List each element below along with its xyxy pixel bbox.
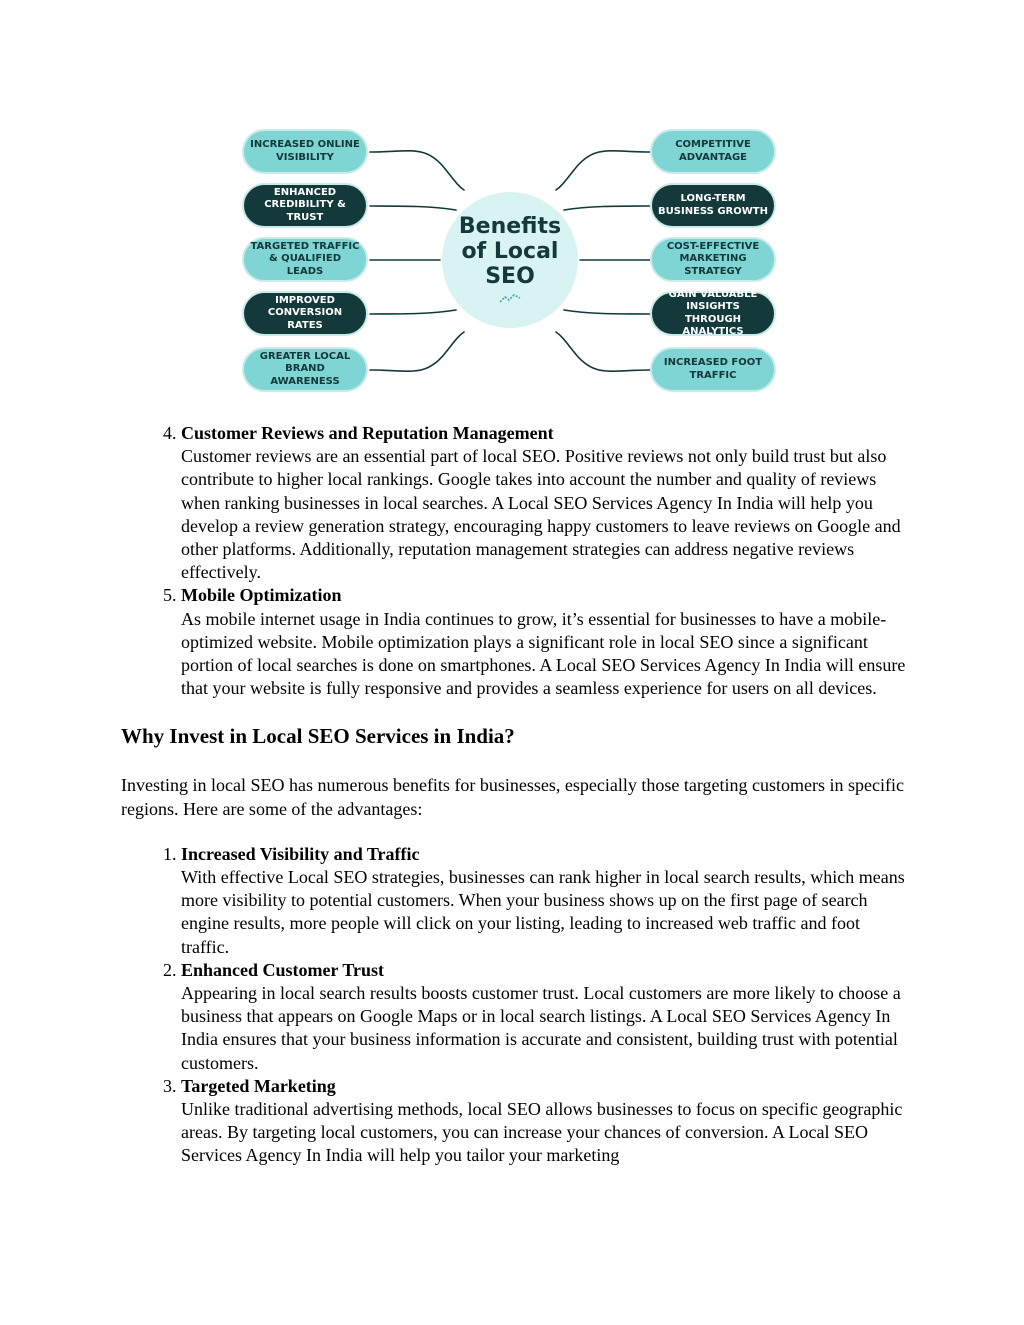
list-item-title: 2. Enhanced Customer Trust [181, 959, 385, 980]
list-item-title: 1. Increased Visibility and Traffic [181, 843, 420, 864]
list-item-title: 5. Mobile Optimization [181, 585, 342, 606]
list-item [181, 422, 911, 584]
advantages-list [121, 843, 911, 1168]
benefit-right-3: COST-EFFECTIVE MARKETING STRATEGY [650, 237, 776, 282]
connector-right-5 [556, 332, 650, 371]
connector-right-1 [556, 151, 650, 190]
list-item-body: Unlike traditional advertising methods, local SEO allows businesses to focus on specific geographic areas. By targeting local customers, you can increase your chances of conversion. A Local SEO Services Agency In India will help you tailor your marketing [181, 1099, 903, 1166]
benefit-right-2: LONG-TERM BUSINESS GROWTH [650, 183, 776, 228]
connector-left-4 [370, 310, 456, 314]
document-body [121, 422, 911, 1168]
connector-left-1 [370, 151, 464, 190]
benefits-diagram [236, 122, 784, 400]
connector-left-2 [370, 206, 456, 210]
benefit-left-3: TARGETED TRAFFIC & QUALIFIED LEADS [242, 237, 368, 282]
list-item-body: As mobile internet usage in India continues to grow, it’s essential for businesses to have a mobile-optimized website. Mobile optimization plays a significant role in local SEO since a significant portion of local searches is done on smartphones. A Local SEO Services Agency In India will ensure that your website is fully responsive and provides a seamless experience for users on all devices. [181, 608, 906, 699]
section-intro: Investing in local SEO has numerous benefits for businesses, especially those targeting customers in specific regions. Here are some of the advantages: [121, 775, 904, 819]
benefits-list-continued [121, 422, 911, 700]
diagram-center [442, 192, 578, 328]
list-item-body: Appearing in local search results boosts customer trust. Local customers are more likely to choose a business that appears on Google Maps or in local search listings. A Local SEO Services Agency In India ensures that your business information is accurate and consistent, building trust with potential customers. [181, 983, 901, 1073]
list-item-body: With effective Local SEO strategies, businesses can rank higher in local search results, which means more visibility to potential customers. When your business shows up on the first page of search engine results, more people will click on your listing, leading to increased web traffic and foot traffic. [181, 867, 905, 957]
list-item [181, 584, 911, 700]
list-item-title: 3. Targeted Marketing [181, 1075, 336, 1096]
trend-line-icon [499, 291, 521, 307]
diagram-title: Benefits of Local SEO [458, 213, 562, 289]
connector-right-2 [564, 206, 650, 210]
benefit-right-5: INCREASED FOOT TRAFFIC [650, 347, 776, 392]
connector-left-5 [370, 332, 464, 371]
list-item-body: Customer reviews are an essential part of local SEO. Positive reviews not only build trust but also contribute to higher local rankings. Google takes into account the number and quality of reviews when ranking businesses in local searches. A Local SEO Services Agency In India will help you develop a review generation strategy, encouraging happy customers to leave reviews on Google and other platforms. Additionally, reputation management strategies can address negative reviews effectively. [181, 446, 901, 583]
list-item-title: 4. Customer Reviews and Reputation Management [181, 423, 554, 443]
list-item [181, 843, 911, 959]
benefit-right-1: COMPETITIVE ADVANTAGE [650, 129, 776, 174]
benefit-left-4: IMPROVED CONVERSION RATES [242, 291, 368, 336]
section-heading: Why Invest in Local SEO Services in India? [121, 724, 515, 749]
list-item [181, 1075, 911, 1168]
connector-right-4 [564, 310, 650, 314]
benefit-left-2: ENHANCED CREDIBILITY & TRUST [242, 183, 368, 228]
benefit-right-4: GAIN VALUABLE INSIGHTS THROUGH ANALYTICS [650, 291, 776, 336]
benefit-left-5: GREATER LOCAL BRAND AWARENESS [242, 347, 368, 392]
list-item [181, 959, 911, 1075]
benefit-left-1: INCREASED ONLINE VISIBILITY [242, 129, 368, 174]
